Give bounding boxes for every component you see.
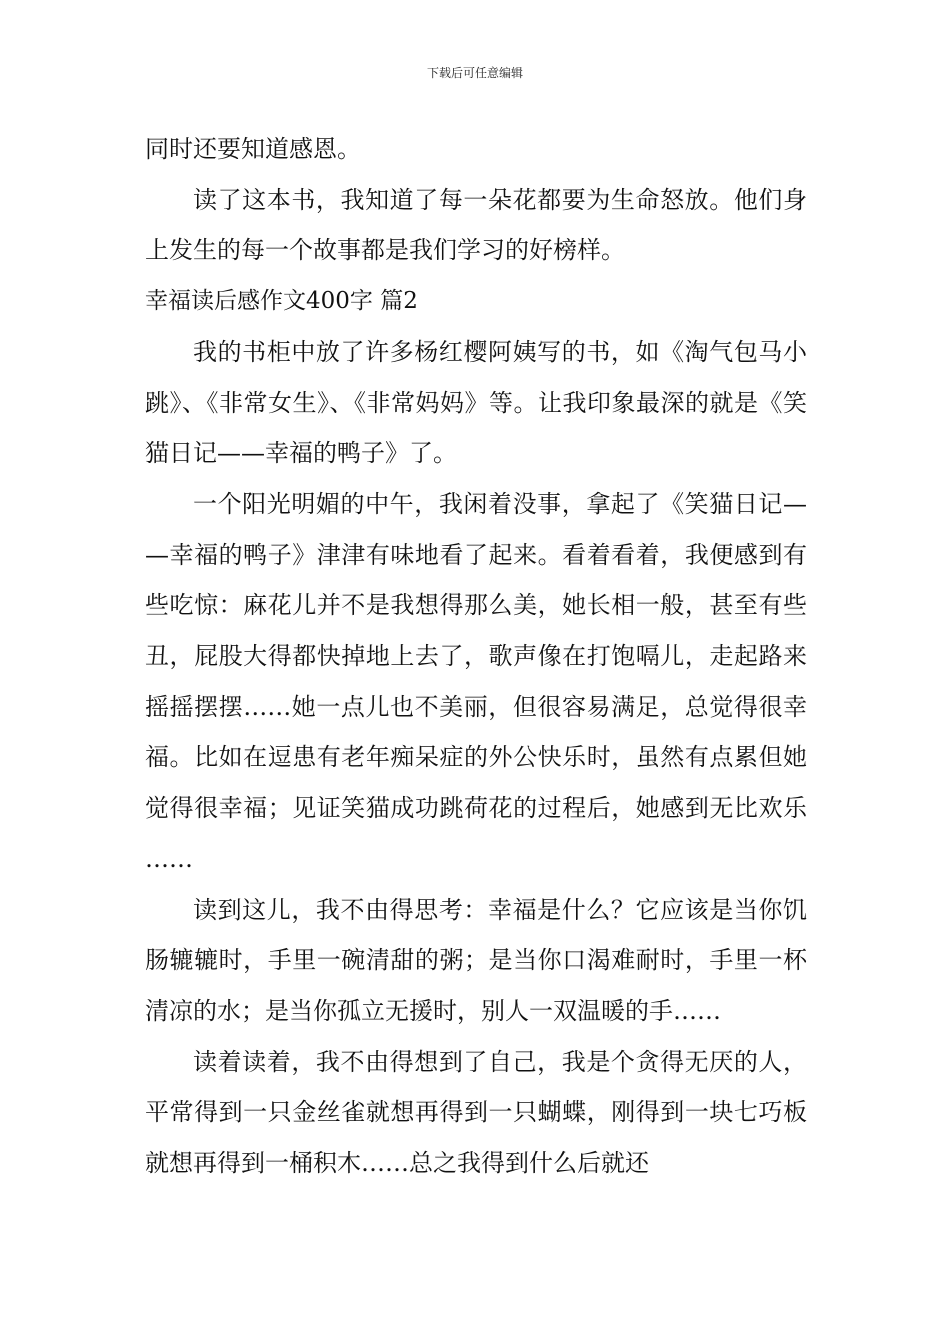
paragraph: 我的书柜中放了许多杨红樱阿姨写的书，如《淘气包马小跳》、《非常女生》、《非常妈妈》等。让我印象最深的就是《笑猫日记——幸福的鸭子》了。	[145, 337, 807, 468]
paragraph: 同时还要知道感恩。	[145, 135, 361, 163]
paragraph: 读了这本书，我知道了每一朵花都要为生命怒放。他们身上发生的每一个故事都是我们学习的好榜样。	[145, 185, 807, 265]
paragraph: 读着读着，我不由得想到了自己，我是个贪得无厌的人，平常得到一只金丝雀就想再得到一只蝴蝶，刚得到一块七巧板就想再得到一桶积木……总之我得到什么后就还	[145, 1047, 807, 1178]
section-title: 幸福读后感作文400字 篇2	[145, 288, 418, 315]
page-header: 下载后可任意编辑	[426, 66, 523, 80]
paragraph: 一个阳光明媚的中午，我闲着没事，拿起了《笑猫日记——幸福的鸭子》津津有味地看了起来。看着看着，我便感到有些吃惊：麻花儿并不是我想得那么美，她长相一般，甚至有些丑，屁股大得都快掉地上去了，歌声像在打饱嗝儿，走起路来摇摇摆摆……她一点儿也不美丽，但很容易满足，总觉得很幸福。比如在逗患有老年痴呆症的外公快乐时，虽然有点累但她觉得很幸福；见证笑猫成功跳荷花的过程后，她感到无比欢乐……	[145, 489, 807, 873]
document-body	[145, 124, 807, 1189]
paragraph: 读到这儿，我不由得思考：幸福是什么？它应该是当你饥肠辘辘时，手里一碗清甜的粥；是当你口渴难耐时，手里一杯清凉的水；是当你孤立无援时，别人一双温暖的手……	[145, 895, 807, 1025]
